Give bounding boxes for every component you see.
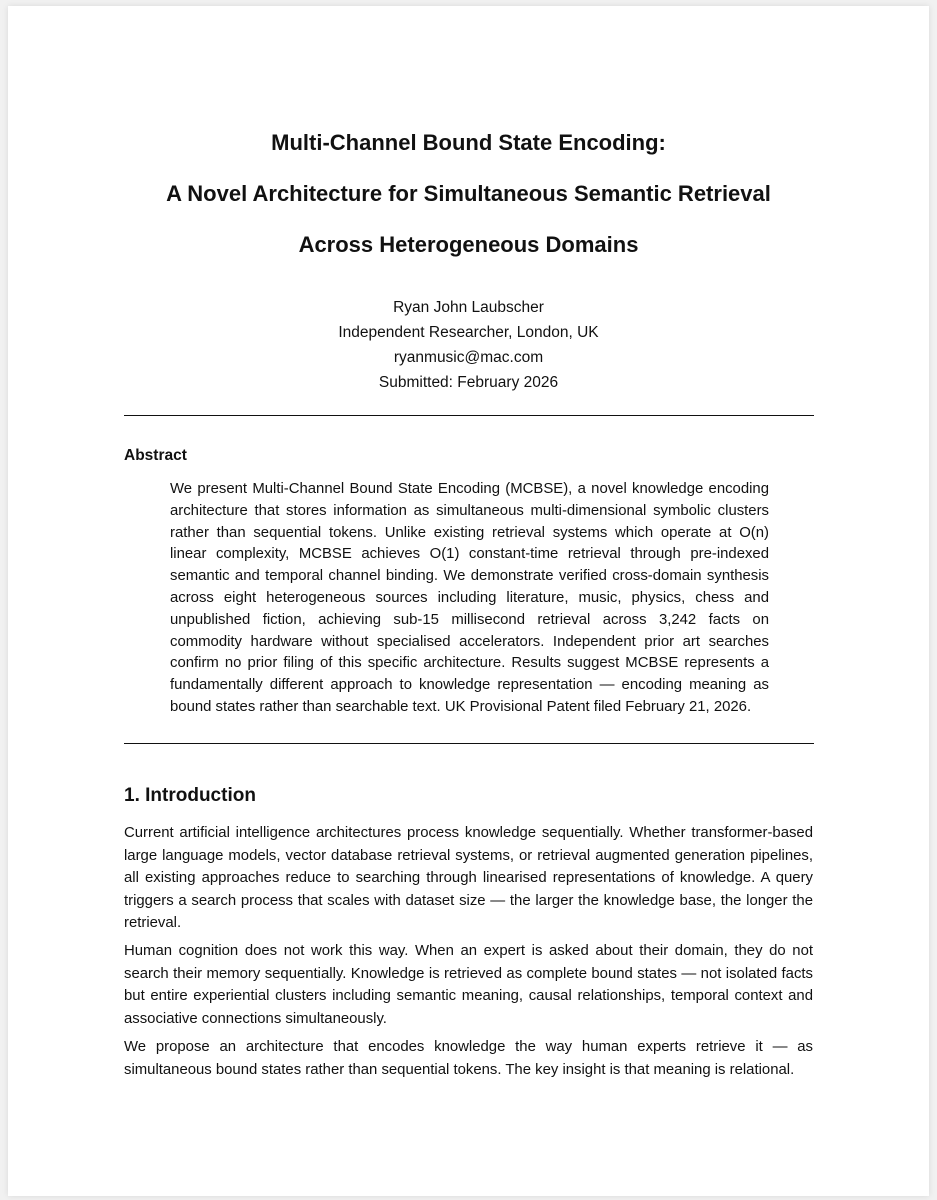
intro-paragraph-2: Human cognition does not work this way. When an expert is asked about their domain, they do not search their memory sequentially. Knowledge is retrieved as complete bound states — not isolated facts but entire experiential clusters including semantic meaning, causal relationships, temporal context and associative connections simultaneously.	[124, 943, 813, 1027]
submission-date: Submitted: February 2026	[378, 374, 559, 391]
abstract-text: We present Multi-Channel Bound State Encoding (MCBSE), a novel knowledge encoding architecture that stores information as simultaneous multi-dimensional symbolic clusters rather than sequential tokens. Unlike existing retrieval systems which operate at O(n) linear complexity, MCBSE achieves O(1) constant-time retrieval through pre-indexed semantic and temporal channel binding. We demonstrate verified cross-domain synthesis across eight heterogeneous sources including literature, music, physics, chess and unpublished fiction, achieving sub-15 millisecond retrieval across 3,242 facts on commodity hardware without specialised accelerators. Independent prior art searches confirm no prior filing of this specific architecture. Results suggest MCBSE represents a fundamentally different approach to knowledge representation — encoding meaning as bound states rather than searchable text. UK Provisional Patent filed February 21, 2026.	[170, 481, 769, 715]
header-divider	[124, 415, 814, 416]
paper-title-line-1: Multi-Channel Bound State Encoding:	[271, 130, 666, 155]
paper-title-line-3: Across Heterogeneous Domains	[298, 232, 639, 257]
intro-paragraph-3: We propose an architecture that encodes knowledge the way human experts retrieve it — as simultaneous bound states rather than sequential tokens. The key insight is that meaning is relational.	[124, 1039, 813, 1078]
author-name: Ryan John Laubscher	[393, 299, 544, 316]
author-affiliation: Independent Researcher, London, UK	[338, 324, 599, 341]
section-heading-introduction: 1. Introduction	[124, 785, 256, 806]
intro-paragraph-1: Current artificial intelligence architectures process knowledge sequentially. Whether transformer-based large language models, vector database retrieval systems, or retrieval augmented generation pipelines, all existing approaches reduce to searching through linearised representations of knowledge. A query triggers a search process that scales with dataset size — the larger the knowledge base, the longer the retrieval.	[124, 825, 813, 931]
abstract-heading: Abstract	[124, 447, 187, 464]
abstract-divider	[124, 743, 814, 744]
author-email: ryanmusic@mac.com	[393, 349, 544, 366]
paper-title-line-2: A Novel Architecture for Simultaneous Semantic Retrieval	[166, 181, 771, 206]
